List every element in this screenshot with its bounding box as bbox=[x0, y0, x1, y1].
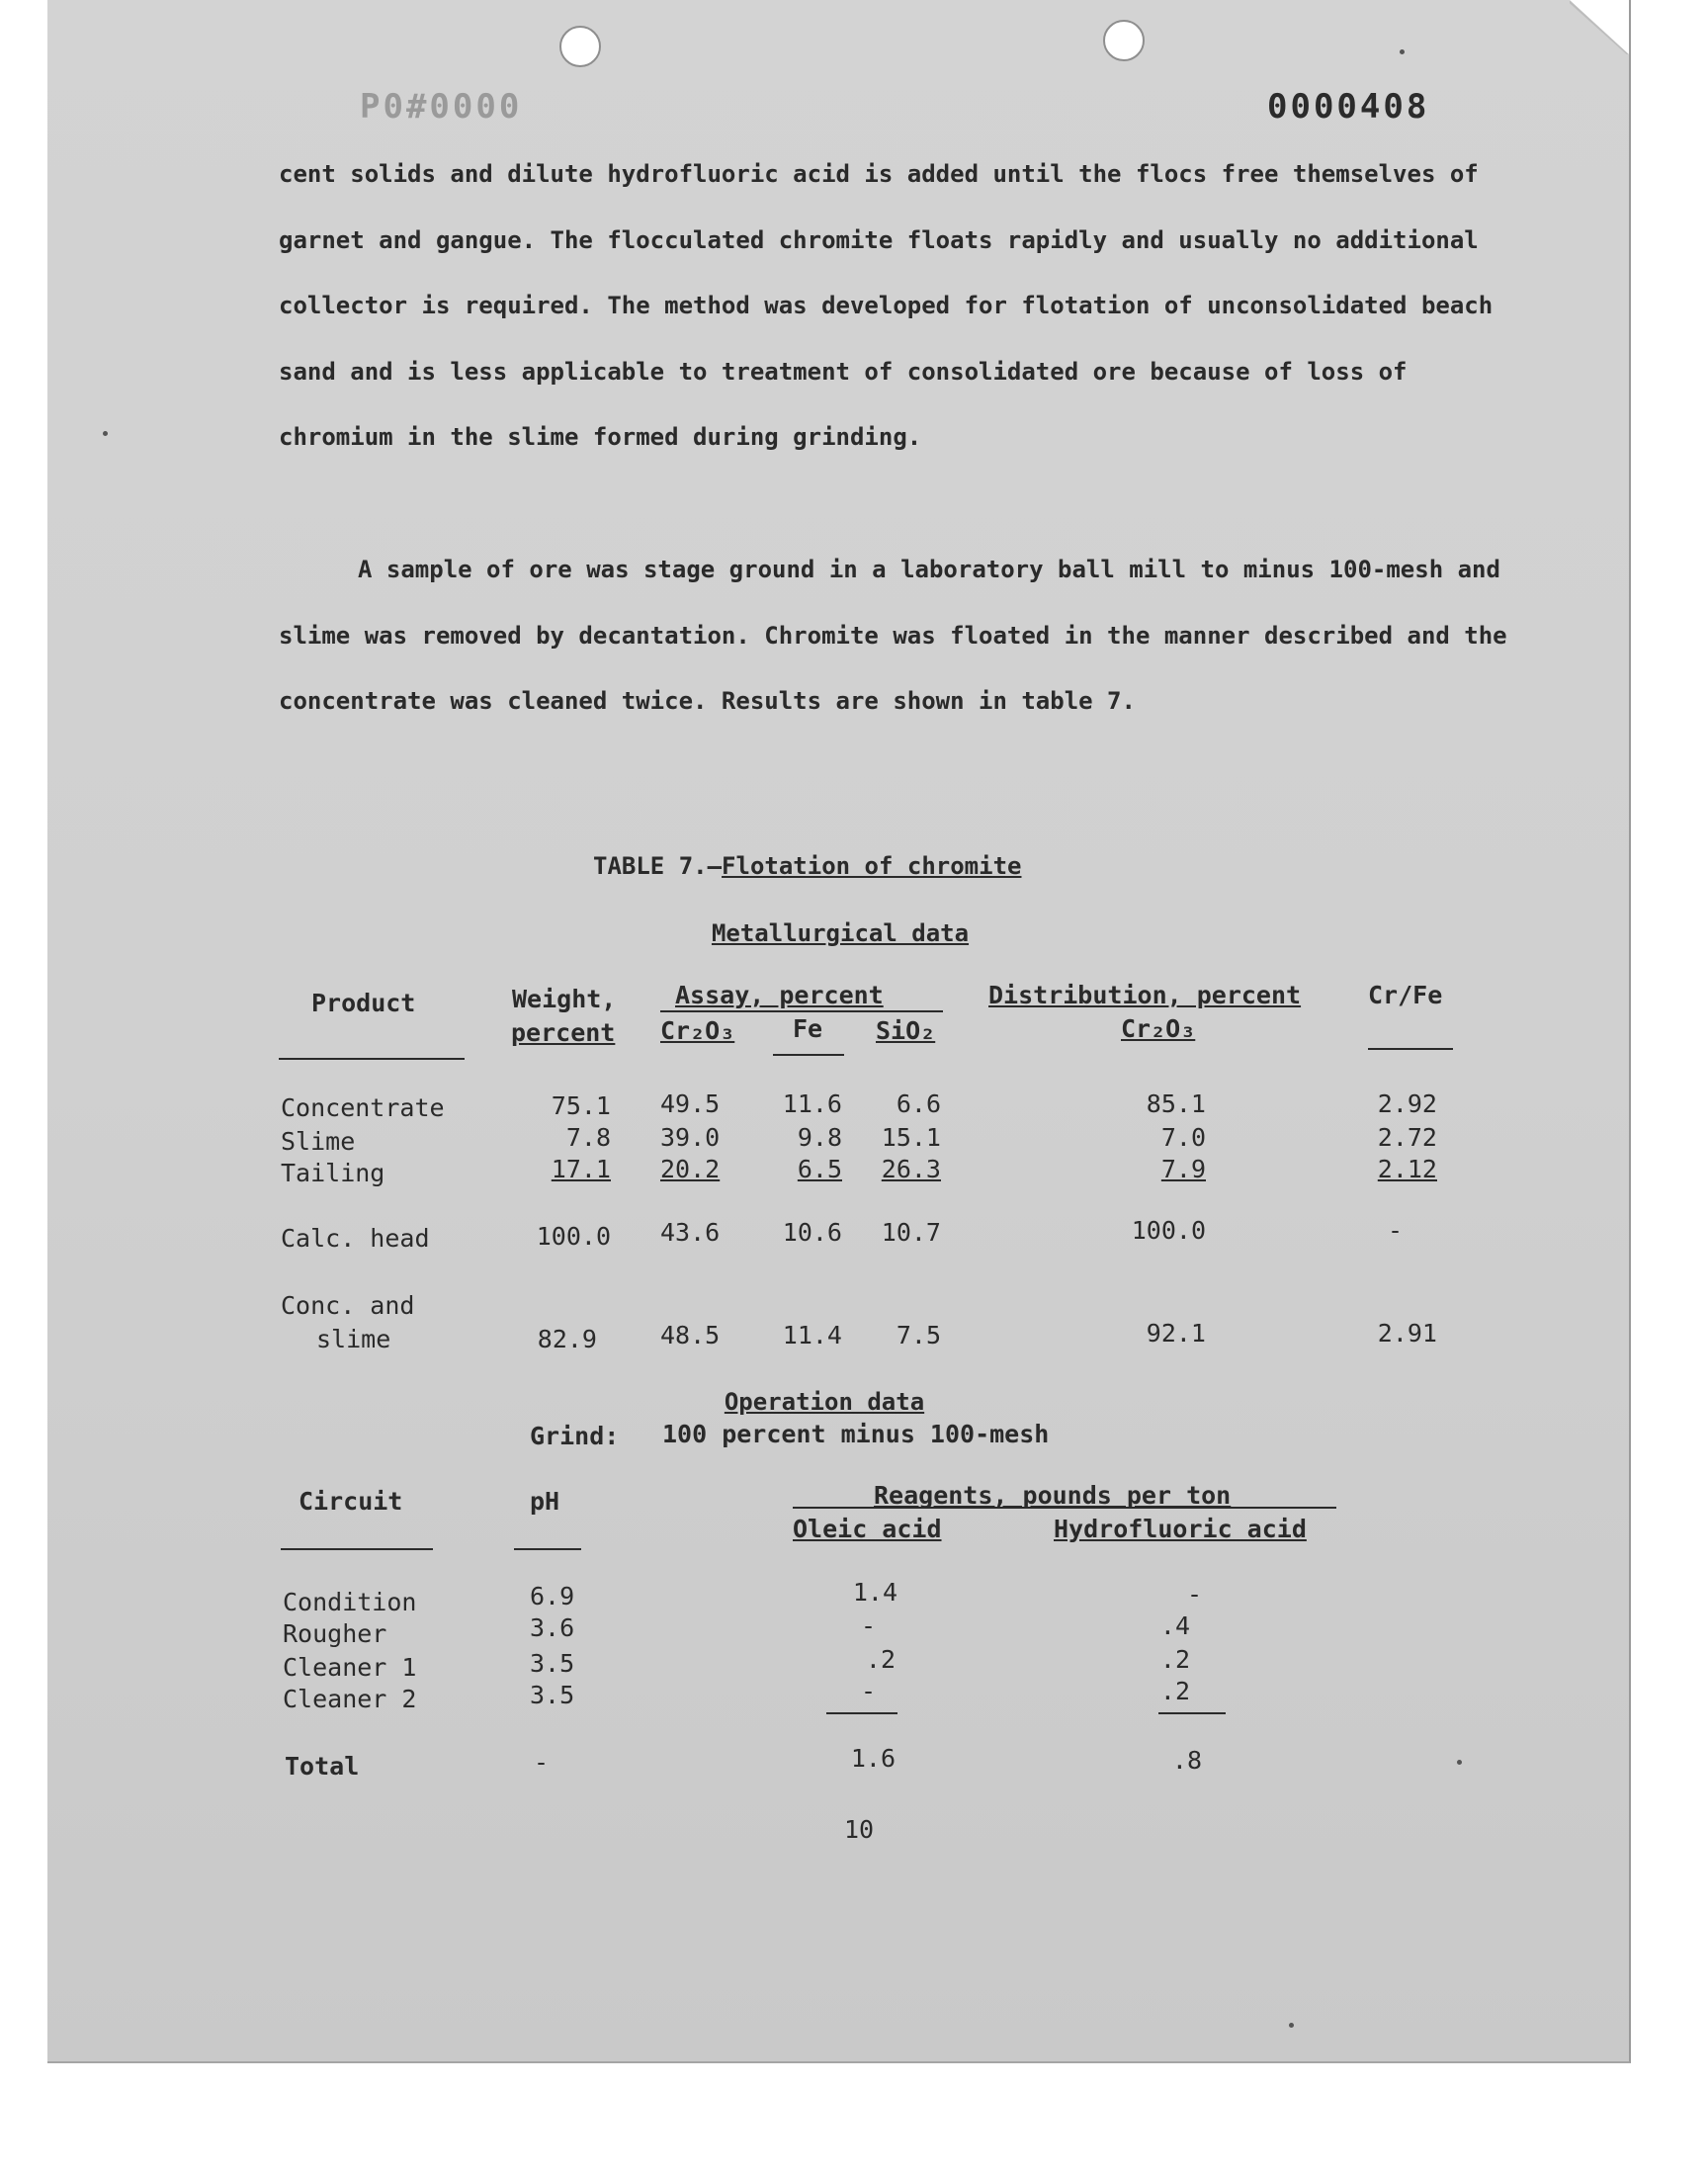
paper-speck bbox=[1457, 1760, 1462, 1765]
row-crfe: - bbox=[1388, 1216, 1404, 1245]
row-product-line-2: slime bbox=[316, 1325, 391, 1353]
op-row-ph: 3.5 bbox=[530, 1681, 575, 1709]
op-header-circuit-rule bbox=[281, 1548, 433, 1550]
row-product: Slime bbox=[281, 1127, 356, 1156]
op-row-oleic: - bbox=[860, 1677, 876, 1705]
op-row-circuit: Total bbox=[285, 1752, 360, 1781]
op-row-circuit: Rougher bbox=[283, 1619, 387, 1648]
op-row-circuit: Condition bbox=[283, 1588, 417, 1616]
row-cr2o3: 49.5 bbox=[660, 1089, 721, 1118]
row-sio2: 7.5 bbox=[896, 1321, 941, 1349]
header-assay: Assay, percent bbox=[675, 981, 884, 1009]
row-crfe: 2.72 bbox=[1377, 1123, 1437, 1152]
punch-hole-left bbox=[559, 26, 601, 67]
header-product-rule bbox=[279, 1058, 465, 1060]
header-fe-rule bbox=[773, 1054, 844, 1056]
table-title-prefix: TABLE 7.— bbox=[593, 852, 723, 880]
op-row-oleic: 1.4 bbox=[852, 1578, 897, 1607]
row-crfe: 2.92 bbox=[1377, 1089, 1437, 1118]
header-assay-rule bbox=[660, 1010, 943, 1012]
op-header-ph: pH bbox=[530, 1487, 560, 1516]
row-cr2o3: 39.0 bbox=[660, 1123, 721, 1152]
op-row-ph: 6.9 bbox=[530, 1582, 575, 1610]
document-number-stamp: 0000408 bbox=[1267, 87, 1430, 127]
op-header-circuit: Circuit bbox=[299, 1487, 403, 1516]
row-product-line-1: Conc. and bbox=[281, 1291, 415, 1320]
body-paragraph-2: A sample of ore was stage ground in a laboratory ball mill to minus 100-mesh and slime was removed by decantation. Chromite was floated in the manner described and the concentrate was cleaned twice. Results are shown in table 7. bbox=[279, 556, 1507, 715]
row-fe: 11.4 bbox=[782, 1321, 842, 1349]
header-dist-cr2o3: Cr₂O₃ bbox=[1121, 1014, 1196, 1043]
punch-hole-right bbox=[1103, 20, 1145, 61]
row-cr2o3: 48.5 bbox=[660, 1321, 721, 1349]
header-distribution: Distribution, percent bbox=[988, 981, 1302, 1009]
op-oleic-rule bbox=[826, 1712, 897, 1714]
op-header-ph-rule bbox=[514, 1548, 581, 1550]
op-row-oleic: - bbox=[860, 1611, 876, 1640]
op-row-ph: 3.6 bbox=[530, 1613, 575, 1642]
header-product: Product bbox=[311, 989, 416, 1017]
row-fe: 9.8 bbox=[797, 1123, 842, 1152]
header-crfe: Cr/Fe bbox=[1368, 981, 1443, 1009]
row-weight: 100.0 bbox=[536, 1222, 611, 1251]
header-weight-1: Weight, bbox=[512, 985, 617, 1013]
row-fe: 6.5 bbox=[797, 1155, 842, 1183]
row-weight: 17.1 bbox=[551, 1155, 611, 1183]
header-cr2o3: Cr₂O₃ bbox=[660, 1016, 735, 1045]
op-row-circuit: Cleaner 2 bbox=[283, 1685, 417, 1713]
page-number: 10 bbox=[844, 1815, 875, 1844]
table-title bbox=[593, 852, 1021, 880]
row-dist: 85.1 bbox=[1146, 1089, 1206, 1118]
table-title-text: Flotation of chromite bbox=[722, 852, 1022, 880]
paper-speck bbox=[1400, 49, 1405, 54]
op-row-oleic: 1.6 bbox=[850, 1744, 896, 1773]
faint-serial-stamp: P0#0000 bbox=[360, 87, 523, 127]
row-sio2: 10.7 bbox=[881, 1218, 941, 1247]
row-cr2o3: 20.2 bbox=[660, 1155, 721, 1183]
op-row-hf: .4 bbox=[1159, 1611, 1190, 1640]
row-dist: 7.9 bbox=[1160, 1155, 1206, 1183]
row-product: Calc. head bbox=[281, 1224, 430, 1253]
op-row-hf: .2 bbox=[1159, 1645, 1190, 1674]
row-product: Concentrate bbox=[281, 1093, 445, 1122]
row-product: Tailing bbox=[281, 1159, 385, 1187]
op-hf-rule bbox=[1158, 1712, 1226, 1714]
row-sio2: 6.6 bbox=[896, 1089, 941, 1118]
row-dist: 100.0 bbox=[1131, 1216, 1206, 1245]
header-fe: Fe bbox=[793, 1014, 823, 1043]
header-weight-2: percent bbox=[511, 1018, 616, 1047]
body-paragraph-1: cent solids and dilute hydrofluoric acid is added until the flocs free themselves of garnet and gangue. The flocculated chromite floats rapidly and usually no additional collector is required. The method was developed for flotation of unconsolidated beach sand and is less applicable to treatment of consolidated ore because of loss of chromium in the slime formed during grinding. bbox=[279, 160, 1494, 451]
header-sio2: SiO₂ bbox=[876, 1016, 936, 1045]
metallurgical-heading: Metallurgical data bbox=[711, 919, 970, 947]
row-fe: 11.6 bbox=[782, 1089, 842, 1118]
op-row-hf: - bbox=[1186, 1580, 1202, 1609]
row-crfe: 2.91 bbox=[1377, 1319, 1437, 1348]
op-row-hf: .8 bbox=[1171, 1746, 1202, 1775]
row-weight: 7.8 bbox=[565, 1123, 611, 1152]
op-row-hf: .2 bbox=[1159, 1677, 1190, 1705]
op-row-circuit: Cleaner 1 bbox=[283, 1653, 417, 1682]
op-header-reagents: Reagents, pounds per ton bbox=[874, 1481, 1232, 1510]
row-crfe: 2.12 bbox=[1377, 1155, 1437, 1183]
header-crfe-rule bbox=[1368, 1048, 1453, 1050]
row-fe: 10.6 bbox=[782, 1218, 842, 1247]
row-dist: 7.0 bbox=[1160, 1123, 1206, 1152]
operation-heading: Operation data bbox=[724, 1388, 925, 1416]
row-weight: 75.1 bbox=[551, 1091, 611, 1120]
op-row-ph: 3.5 bbox=[530, 1649, 575, 1678]
row-sio2: 15.1 bbox=[881, 1123, 941, 1152]
op-header-hydrofluoric: Hydrofluoric acid bbox=[1054, 1515, 1307, 1543]
grind-value: 100 percent minus 100-mesh bbox=[662, 1420, 1050, 1448]
row-sio2: 26.3 bbox=[881, 1155, 941, 1183]
paper-speck bbox=[103, 431, 108, 436]
grind-label: Grind: bbox=[530, 1422, 620, 1450]
op-row-ph: - bbox=[534, 1748, 550, 1777]
op-header-oleic: Oleic acid bbox=[793, 1515, 942, 1543]
row-weight: 82.9 bbox=[537, 1325, 597, 1353]
op-row-oleic: .2 bbox=[865, 1645, 896, 1674]
row-dist: 92.1 bbox=[1146, 1319, 1206, 1348]
paper-speck bbox=[1289, 2023, 1294, 2028]
row-cr2o3: 43.6 bbox=[660, 1218, 721, 1247]
